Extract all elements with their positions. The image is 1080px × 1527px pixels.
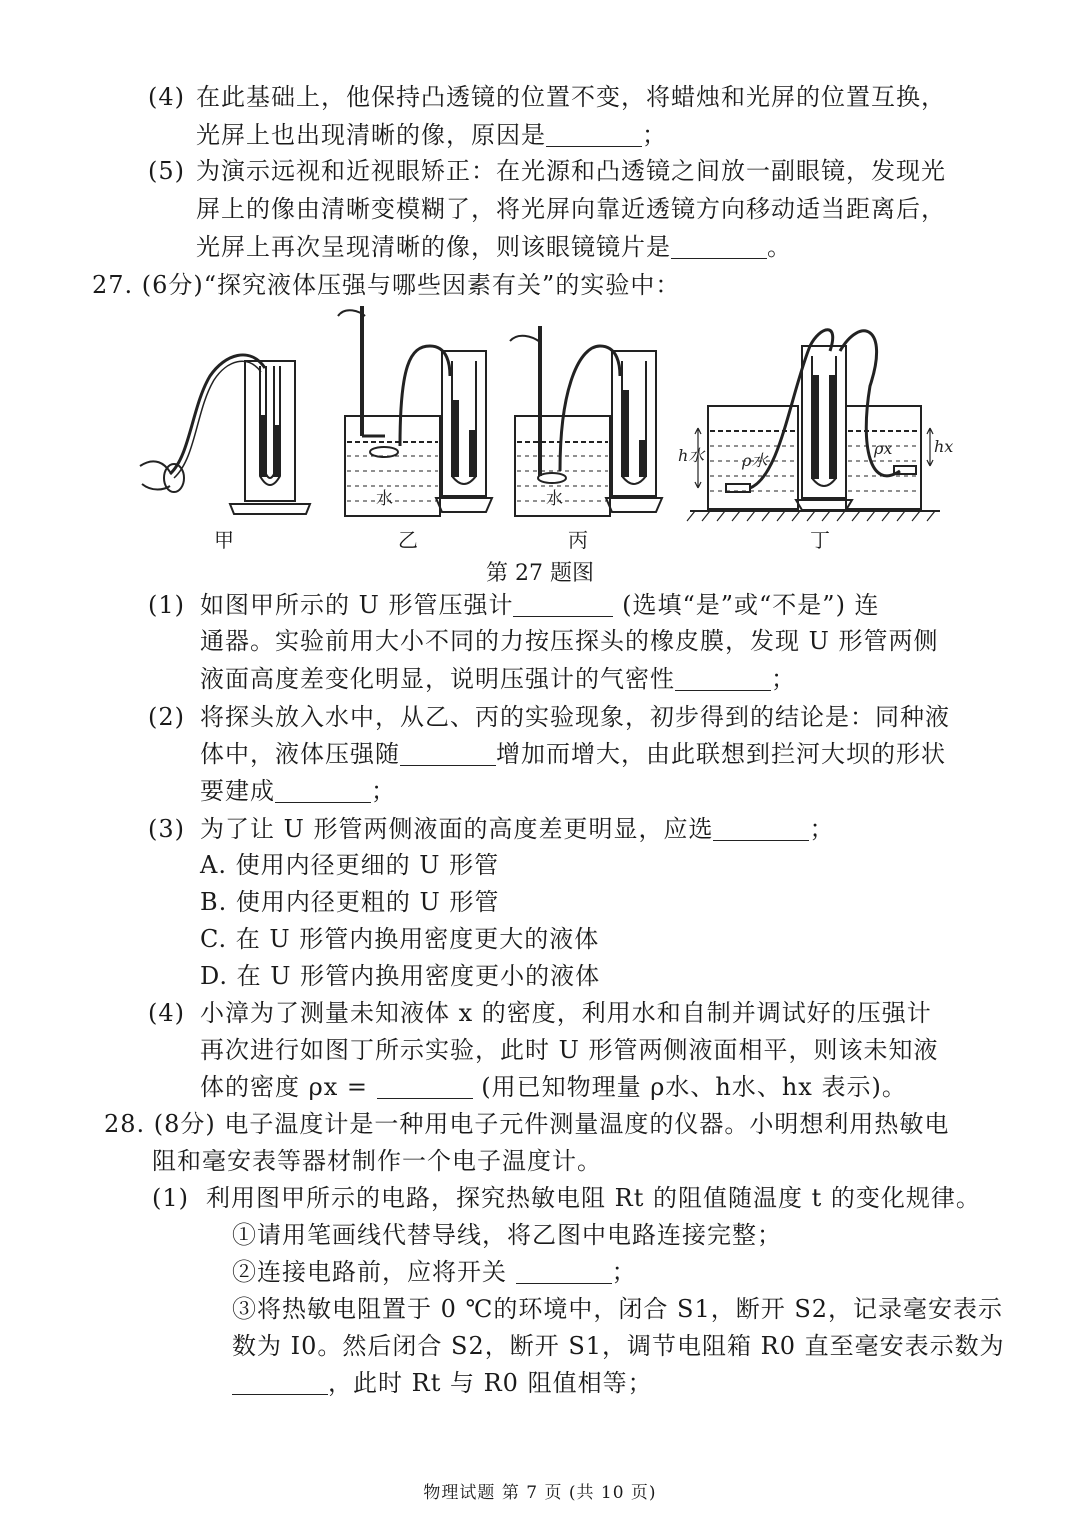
q28-step2 <box>232 1255 637 1289</box>
option-b: B. 使用内径更粗的 U 形管 <box>200 888 500 916</box>
h-x-label: hx <box>934 437 954 456</box>
q27-part2-line3 <box>200 774 396 808</box>
q27-part3-text: 为了让 U 形管两侧液面的高度差更明显，应选 <box>200 815 714 843</box>
figure-label-jia: 甲 <box>214 528 234 552</box>
answer-blank[interactable] <box>275 776 371 803</box>
q27-part1-line1 <box>200 588 880 622</box>
q27-part2-text2: 增加而增大，由此联想到拦河大坝的形状 <box>496 740 946 768</box>
q27-part2-text3: 要建成 <box>200 777 275 805</box>
figure-label-yi: 乙 <box>398 528 418 552</box>
option-a: A. 使用内径更细的 U 形管 <box>200 851 500 879</box>
figure-caption: 第 27 题图 <box>486 561 594 586</box>
answer-blank[interactable] <box>713 814 809 841</box>
q27-part2-line2 <box>200 737 946 771</box>
q27-part2-end: ； <box>371 777 396 805</box>
q27-part1-end: ； <box>771 665 796 693</box>
q27-part1-line3 <box>200 662 796 696</box>
q27-part3-line1 <box>200 812 834 846</box>
option-d: D. 在 U 形管内换用密度更小的液体 <box>200 962 601 990</box>
q27-part4-line3 <box>200 1070 907 1104</box>
q28-step2-text: ②连接电路前，应将开关 <box>232 1258 507 1286</box>
q26-part5-label: (5) <box>148 157 185 185</box>
q26-part5-text: 光屏上再次呈现清晰的像，则该眼镜镜片是 <box>196 233 671 261</box>
option-c: C. 在 U 形管内换用密度更大的液体 <box>200 925 600 953</box>
q28-step3-line1: ③将热敏电阻置于 0 ℃的环境中，闭合 S1，断开 S2，记录毫安表示 <box>232 1295 1004 1323</box>
q27-part4-text2: (用已知物理量 ρ水、h水、hx 表示)。 <box>481 1073 907 1101</box>
q26-part5-line3 <box>196 230 792 264</box>
q28-title-line1: 28. (8分) 电子温度计是一种用电子元件测量温度的仪器。小明想利用热敏电 <box>104 1110 950 1138</box>
q27-part2-label: (2) <box>148 703 185 731</box>
q27-part2-line1: 将探头放入水中，从乙、丙的实验现象，初步得到的结论是：同种液 <box>200 703 950 731</box>
rho-x-label: ρx <box>874 439 893 458</box>
q28-step3-line3 <box>232 1366 653 1400</box>
q27-part2-text: 体中，液体压强随 <box>200 740 400 768</box>
rho-water-label: ρ水 <box>742 451 768 470</box>
q28-step1: ①请用笔画线代替导线，将乙图中电路连接完整； <box>232 1221 782 1249</box>
water-label-bing: 水 <box>546 489 563 509</box>
figure-ding <box>687 330 940 521</box>
q27-part1-line2: 通器。实验前用大小不同的力按压探头的橡皮膜，发现 U 形管两侧 <box>200 627 939 655</box>
answer-blank[interactable] <box>516 1257 612 1284</box>
q27-part1-text: 如图甲所示的 U 形管压强计 <box>200 591 514 619</box>
q26-part5-line2: 屏上的像由清晰变模糊了，将光屏向靠近透镜方向移动适当距离后， <box>196 195 946 223</box>
figure-bing <box>510 326 662 516</box>
page-footer: 物理试题 第 7 页 (共 10 页) <box>423 1483 657 1503</box>
answer-blank[interactable] <box>546 120 642 147</box>
figure-yi <box>338 306 492 516</box>
q28-step3-text: ，此时 Rt 与 R0 阻值相等； <box>328 1369 653 1397</box>
h-water-label: h水 <box>678 446 705 465</box>
q28-step2-end: ； <box>611 1258 637 1286</box>
q27-part3-label: (3) <box>148 815 185 843</box>
q27-part1-label: (1) <box>148 591 185 619</box>
figure-label-bing: 丙 <box>568 528 588 552</box>
q27-part4-line1: 小漳为了测量未知液体 x 的密度，利用水和自制并调试好的压强计 <box>200 999 932 1027</box>
q26-part4-end: ； <box>642 121 667 149</box>
q26-part4-line1: 在此基础上，他保持凸透镜的位置不变，将蜡烛和光屏的位置互换， <box>196 83 946 111</box>
q27-part1-text2: (选填“是”或“不是”) 连 <box>622 591 880 619</box>
q26-part5-end: 。 <box>767 233 792 261</box>
water-label-yi: 水 <box>376 489 393 509</box>
q26-part5-line1: 为演示远视和近视眼矫正：在光源和凸透镜之间放一副眼镜，发现光 <box>196 157 946 185</box>
q28-title-line2: 阻和毫安表等器材制作一个电子温度计。 <box>152 1147 602 1175</box>
figure-jia <box>140 355 310 514</box>
q26-part4-label: (4) <box>148 83 185 111</box>
q28-part1-line1: 利用图甲所示的电路，探究热敏电阻 Rt 的阻值随温度 t 的变化规律。 <box>206 1184 981 1212</box>
q28-step3-line2: 数为 I0。然后闭合 S2，断开 S1，调节电阻箱 R0 直至毫安表示数为 <box>232 1332 1005 1360</box>
answer-blank[interactable] <box>675 664 771 691</box>
q27-figure <box>130 306 954 522</box>
q26-part4-text: 光屏上也出现清晰的像，原因是 <box>196 121 546 149</box>
answer-blank[interactable] <box>377 1072 473 1099</box>
answer-blank[interactable] <box>232 1368 328 1395</box>
q27-part4-label: (4) <box>148 999 185 1027</box>
q26-part4-line2 <box>196 118 667 152</box>
answer-blank[interactable] <box>671 232 767 259</box>
q28-part1-label: (1) <box>152 1184 189 1212</box>
answer-blank[interactable] <box>513 590 613 617</box>
q27-part1-text3: 液面高度差变化明显，说明压强计的气密性 <box>200 665 675 693</box>
answer-blank[interactable] <box>400 739 496 766</box>
figure-label-ding: 丁 <box>810 528 830 552</box>
q27-title: 27. (6分)“探究液体压强与哪些因素有关”的实验中： <box>92 271 681 299</box>
q27-part4-text: 体的密度 ρx = <box>200 1073 369 1101</box>
q27-part3-end: ； <box>809 815 835 843</box>
q27-part4-line2: 再次进行如图丁所示实验，此时 U 形管两侧液面相平，则该未知液 <box>200 1036 939 1064</box>
